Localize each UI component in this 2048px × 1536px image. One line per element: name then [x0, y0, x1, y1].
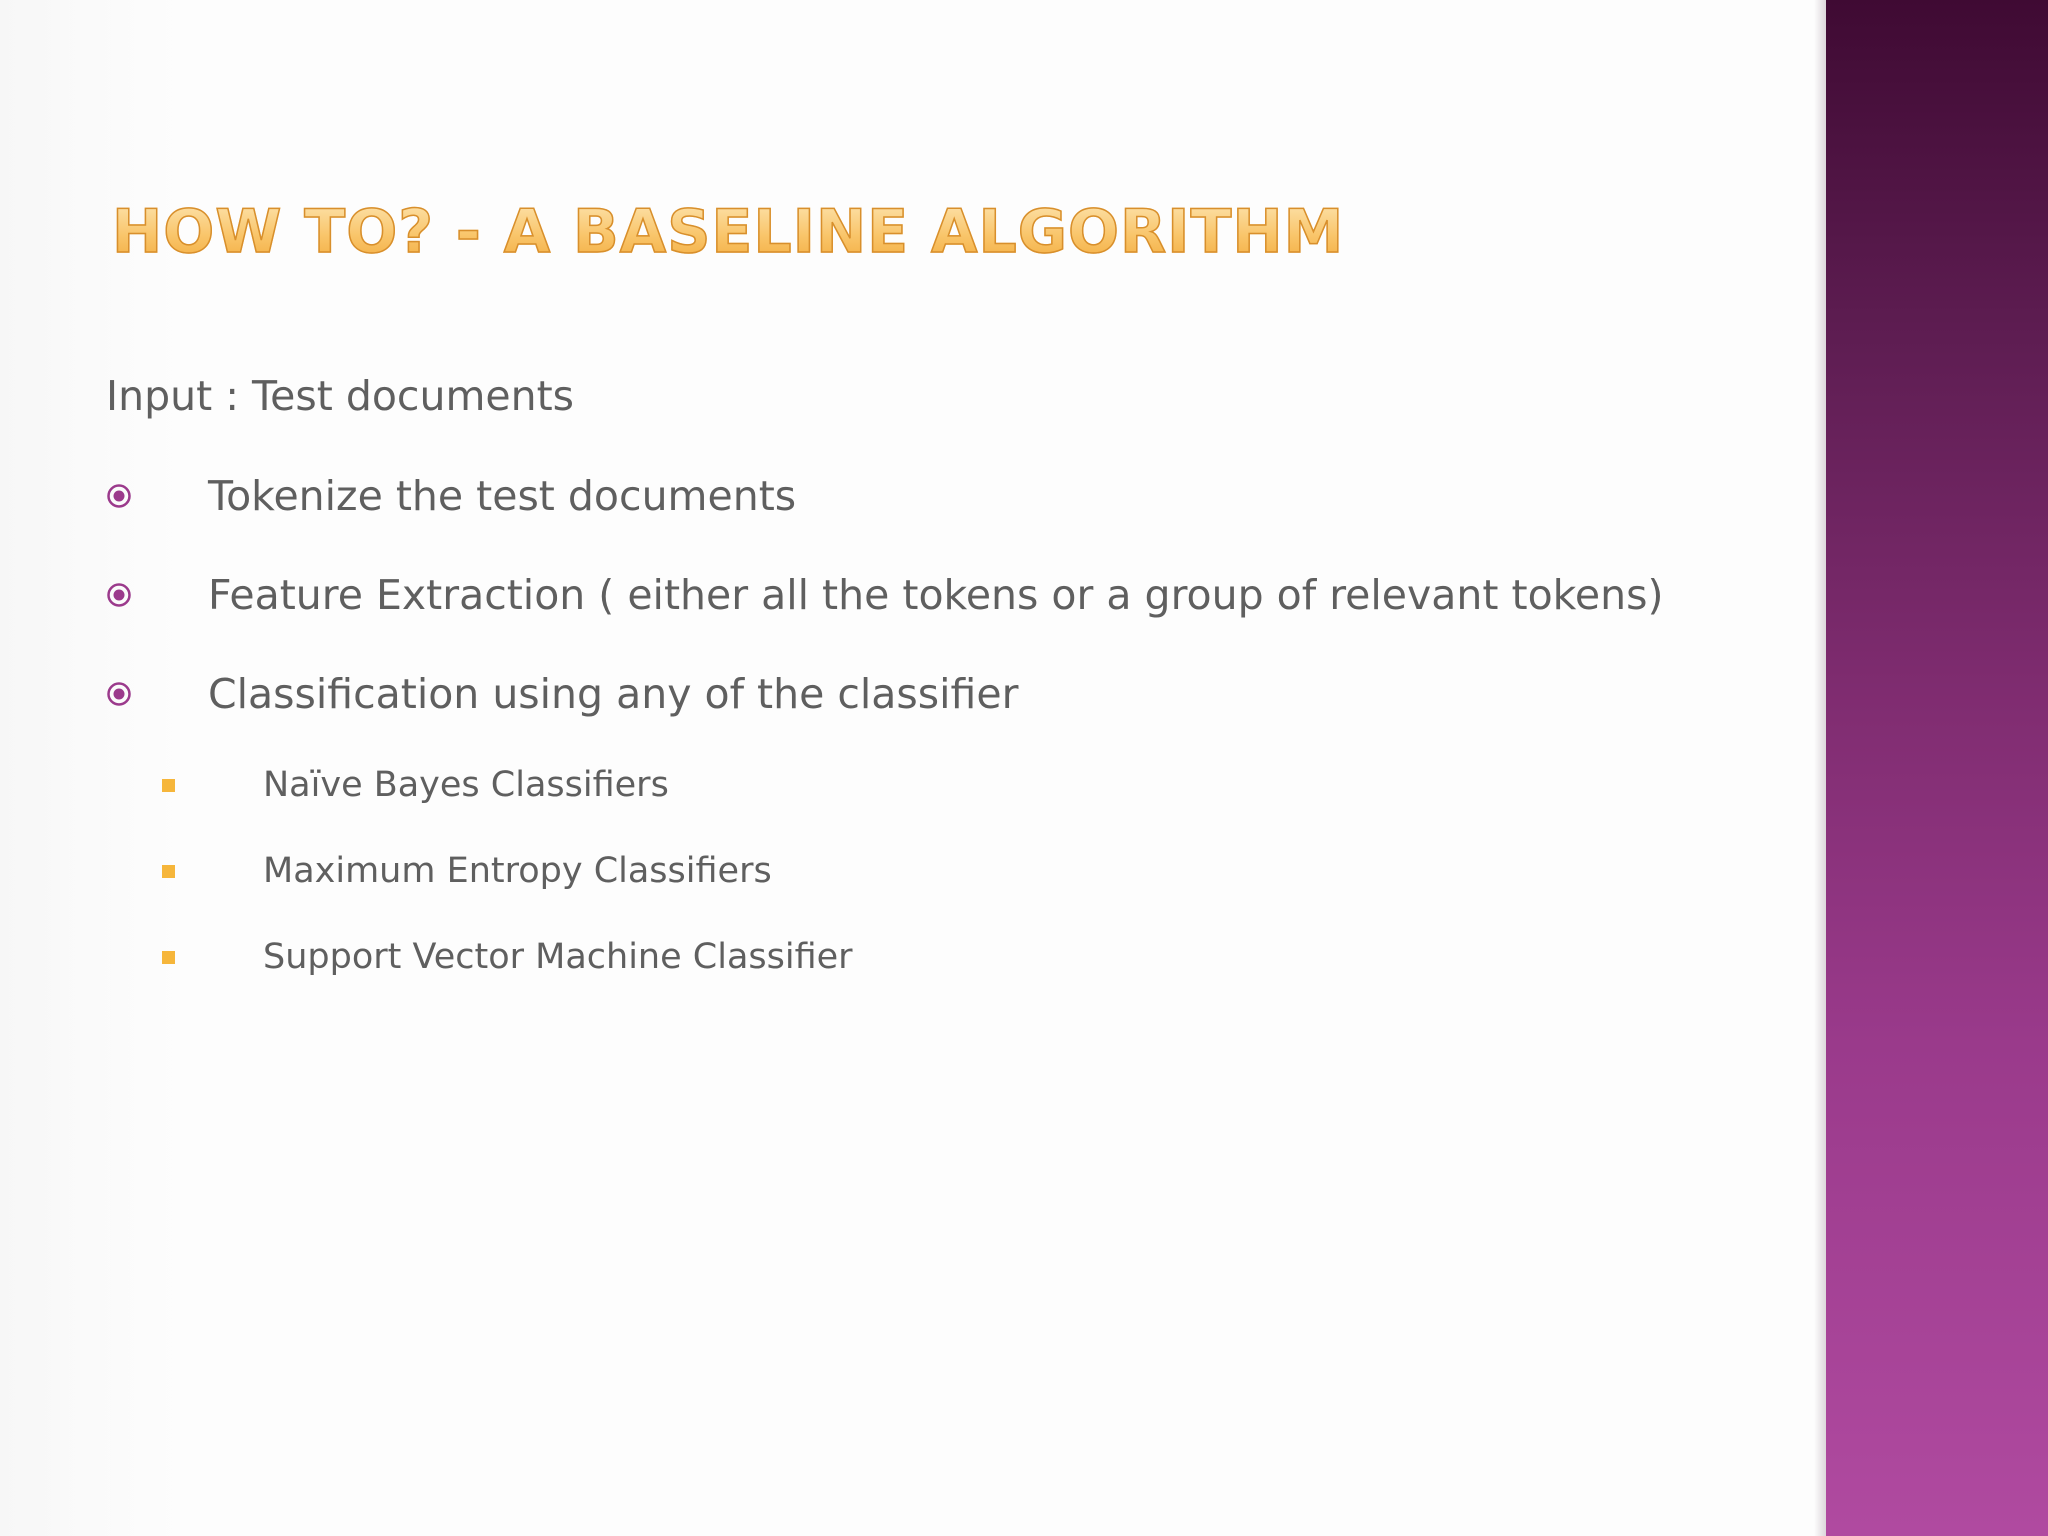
sub-bullet-text: Naïve Bayes Classifiers: [263, 765, 669, 805]
intro-line: Input : Test documents: [106, 372, 575, 420]
square-icon: [162, 865, 175, 878]
square-icon: [162, 779, 175, 792]
target-circle-icon: [106, 582, 132, 608]
sub-bullet-item: [162, 847, 772, 895]
bullet-item: [106, 468, 796, 524]
bullet-text: Classification using any of the classifier: [208, 670, 1019, 718]
sub-bullet-item: [162, 933, 853, 981]
slide-title: HOW TO? - A BASELINE ALGORITHM: [112, 197, 1345, 267]
bullet-item: [106, 567, 1664, 623]
side-decorative-band: [1826, 0, 2048, 1536]
sub-bullet-text: Support Vector Machine Classifier: [263, 937, 853, 977]
bullet-text: Feature Extraction ( either all the tokens or a group of relevant tokens): [208, 571, 1664, 619]
target-circle-icon: [106, 681, 132, 707]
square-icon: [162, 951, 175, 964]
target-circle-icon: [106, 483, 132, 509]
sub-bullet-text: Maximum Entropy Classifiers: [263, 851, 772, 891]
sub-bullet-item: [162, 761, 669, 809]
bullet-text: Tokenize the test documents: [208, 472, 797, 520]
bullet-item: [106, 666, 1018, 722]
